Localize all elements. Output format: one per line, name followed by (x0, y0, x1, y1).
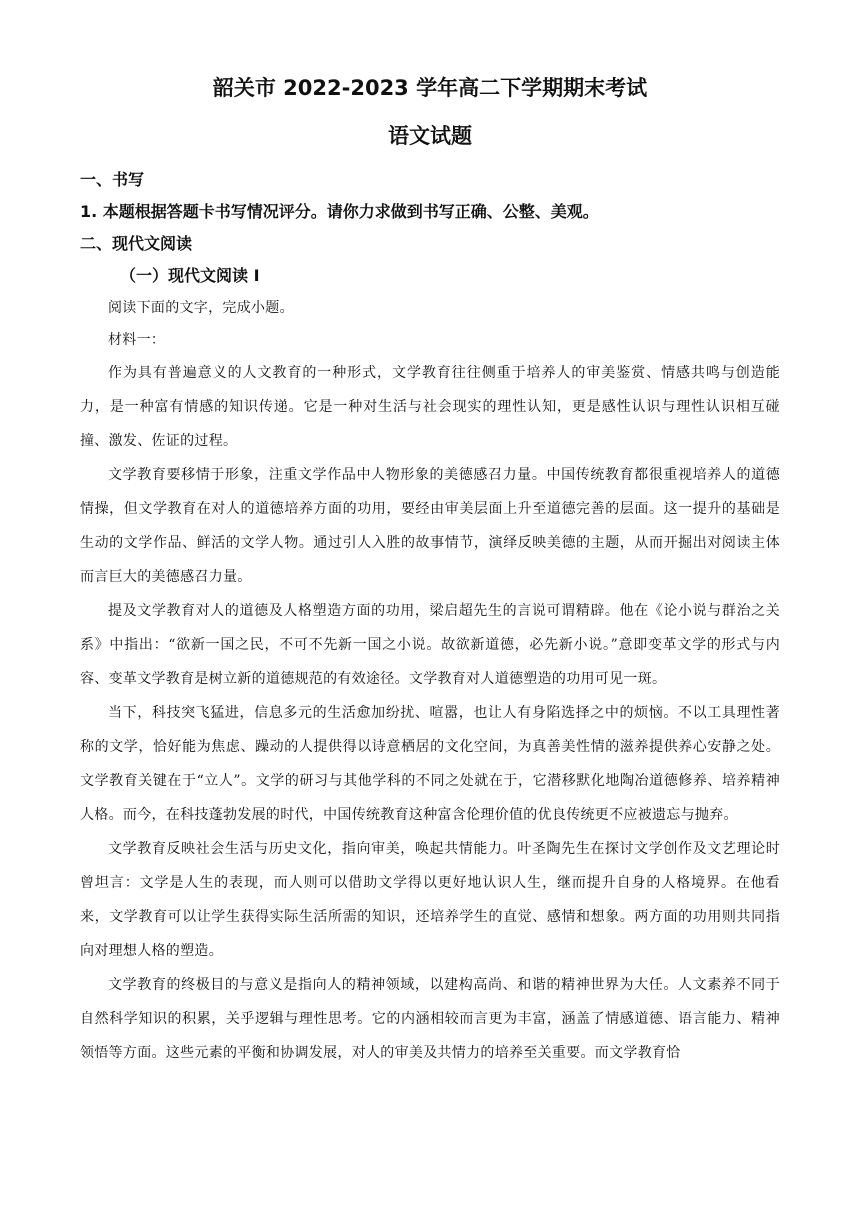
exam-subtitle: 语文试题 (388, 124, 472, 148)
reading-instruction: 阅读下面的文字，完成小题。 (108, 300, 294, 316)
subsection-reading-1-heading: （一）现代文阅读 I (120, 266, 260, 285)
section-writing-heading: 一、书写 (80, 170, 145, 189)
paragraph-1: 作为具有普遍意义的人文教育的一种形式，文学教育往往侧重于培养人的审美鉴赏、情感共鸣与创造能力，是一种富有情感的知识传递。它是一种对生活与社会现实的理性认知，更是感性认识与理性认识相互碰撞、激发、佐证的过程。 (80, 365, 780, 449)
paragraph-3: 提及文学教育对人的道德及人格塑造方面的功用，梁启超先生的言说可谓精辟。他在《论小说与群治之关系》中指出：“欲新一国之民，不可不先新一国之小说。故欲新道德，必先新小说。”意即变革文学的形式与内容、变革文学教育是树立新的道德规范的有效途径。文学教育对人道德塑造的功用可见一斑。 (80, 603, 780, 687)
paragraph-4: 当下，科技突飞猛进，信息多元的生活愈加纷扰、喧嚣，也让人有身陷选择之中的烦恼。不以工具理性著称的文学，恰好能为焦虑、躁动的人提供得以诗意栖居的文化空间，为真善美性情的滋养提供养心安静之处。文学教育关键在于“立人”。文学的研习与其他学科的不同之处就在于，它潜移默化地陶冶道德修养、培养精神人格。而今，在科技蓬勃发展的时代，中国传统教育这种富含伦理价值的优良传统更不应被遗忘与抛弃。 (80, 705, 780, 823)
paragraph-2: 文学教育要移情于形象，注重文学作品中人物形象的美德感召力量。中国传统教育都很重视培养人的道德情操，但文学教育在对人的道德培养方面的功用，要经由审美层面上升至道德完善的层面。这一提升的基础是生动的文学作品、鲜活的文学人物。通过引人入胜的故事情节，演绎反映美德的主题，从而开掘出对阅读主体而言巨大的美德感召力量。 (80, 467, 780, 585)
paragraph-6: 文学教育的终极目的与意义是指向人的精神领域，以建构高尚、和谐的精神世界为大任。人文素养不同于自然科学知识的积累，关乎逻辑与理性思考。它的内涵相较而言更为丰富，涵盖了情感道德、语言能力、精神领悟等方面。这些元素的平衡和协调发展，对人的审美及共情力的培养至关重要。而文学教育恰 (80, 977, 780, 1061)
question-1-text: 1. 本题根据答题卡书写情况评分。请你力求做到书写正确、公整、美观。 (80, 202, 599, 221)
material-label: 材料一： (108, 332, 166, 348)
section-reading-heading: 二、现代文阅读 (80, 234, 193, 253)
exam-title: 韶关市 2022-2023 学年高二下学期期末考试 (212, 76, 648, 100)
paragraph-5: 文学教育反映社会生活与历史文化，指向审美，唤起共情能力。叶圣陶先生在探讨文学创作及文艺理论时曾坦言：文学是人生的表现，而人则可以借助文学得以更好地认识人生，继而提升自身的人格境界。在他看来，文学教育可以让学生获得实际生活所需的知识，还培养学生的直觉、感情和想象。两方面的功用则共同指向对理想人格的塑造。 (80, 841, 780, 959)
exam-page (80, 72, 780, 1070)
